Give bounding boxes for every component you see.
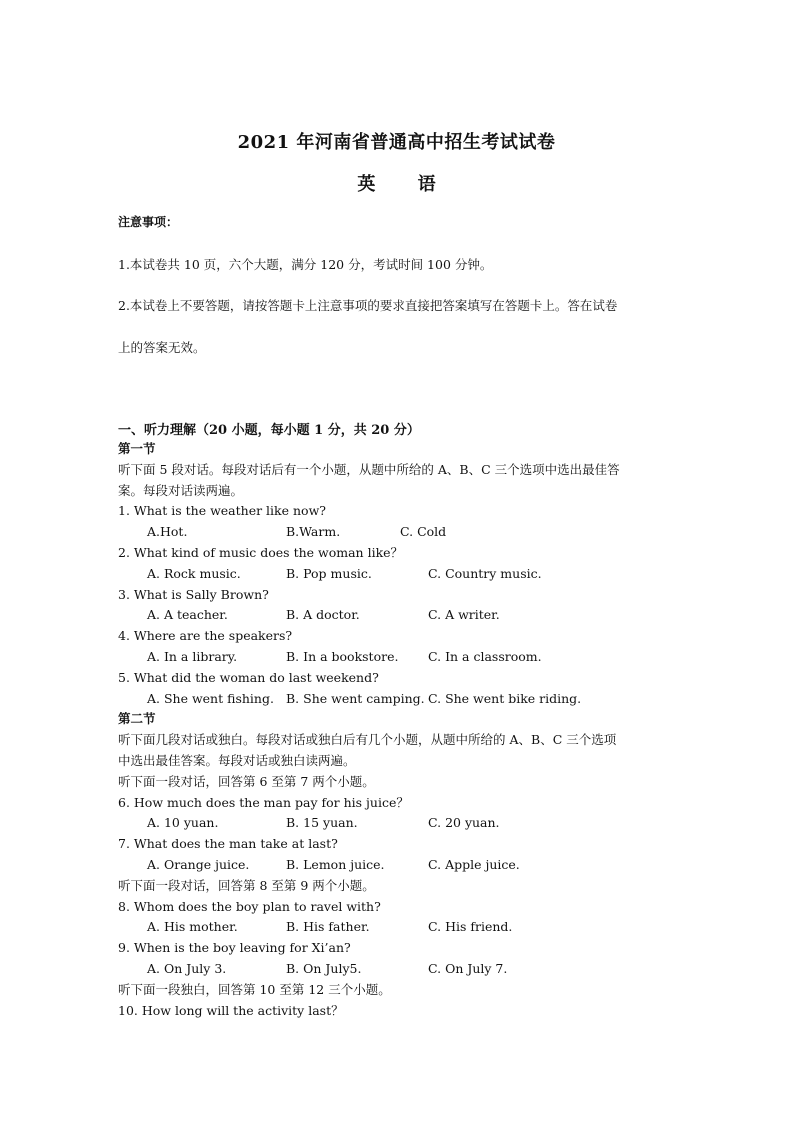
question-5-options xyxy=(118,689,688,710)
notice-item-2-cont: 上的答案无效。 xyxy=(118,340,206,355)
question-8-options xyxy=(118,917,688,938)
option-a: A. On July 3. xyxy=(147,960,227,976)
option-a: A. She went fishing. xyxy=(147,690,274,706)
group-1-instruction: 听下面一段对话，回答第 6 至第 7 两个小题。 xyxy=(118,773,375,789)
question-3-stem: 3. What is Sally Brown? xyxy=(118,586,269,602)
listening-section xyxy=(118,439,688,1021)
group-2-instruction: 听下面一段对话，回答第 8 至第 9 两个小题。 xyxy=(118,877,375,893)
part-2-heading: 第二节 xyxy=(118,711,156,727)
option-b: B. In a bookstore. xyxy=(286,648,399,664)
option-b: B. His father. xyxy=(286,919,370,935)
section-1-title: 一、听力理解（20 小题，每小题 1 分，共 20 分） xyxy=(118,423,420,438)
option-c: C. She went bike riding. xyxy=(428,690,582,706)
option-a: A. Orange juice. xyxy=(147,856,250,872)
exam-title: 2021 年河南省普通高中招生考试试卷 xyxy=(237,132,556,153)
option-a: A. 10 yuan. xyxy=(147,815,219,831)
question-7-stem: 7. What does the man take at last? xyxy=(118,836,338,852)
option-c: C. Country music. xyxy=(428,565,542,581)
option-b: B. On July5. xyxy=(286,960,362,976)
question-7-options xyxy=(118,855,688,876)
option-c: C. Apple juice. xyxy=(428,856,520,872)
part-1-instructions-cont: 案。每段对话读两遍。 xyxy=(118,482,244,498)
notice-heading: 注意事项： xyxy=(118,215,179,229)
option-a: A. Rock music. xyxy=(147,565,241,581)
part-2-instructions-cont: 中选出最佳答案。每段对话或独白读两遍。 xyxy=(118,752,356,768)
question-6-stem: 6. How much does the man pay for his juice？ xyxy=(118,794,409,810)
option-b: B. 15 yuan. xyxy=(286,815,358,831)
part-1-heading: 第一节 xyxy=(118,441,156,456)
option-c: C. On July 7. xyxy=(428,960,508,976)
question-9-stem: 9. When is the boy leaving for Xi’an? xyxy=(118,940,351,956)
option-b: B. A doctor. xyxy=(286,607,360,623)
option-c: C. His friend. xyxy=(428,919,513,935)
option-c: C. A writer. xyxy=(428,607,500,623)
part-2-instructions: 听下面几段对话或独白。每段对话或独白后有几个小题，从题中所给的 A、B、C 三个选项 xyxy=(118,732,617,748)
question-2-stem: 2. What kind of music does the woman like？ xyxy=(118,544,404,560)
option-b: B. Pop music. xyxy=(286,565,372,581)
option-a: A. His mother. xyxy=(147,919,238,935)
option-a: A. In a library. xyxy=(147,648,238,664)
question-4-stem: 4. Where are the speakers? xyxy=(118,628,293,644)
question-9-options xyxy=(118,959,688,980)
option-b: B. Lemon juice. xyxy=(286,856,385,872)
question-10-stem: 10. How long will the activity last？ xyxy=(118,1002,344,1018)
option-b: B. She went camping. xyxy=(286,690,425,706)
question-2-options xyxy=(118,564,688,585)
option-a: A.Hot. xyxy=(147,524,188,540)
option-c: C. 20 yuan. xyxy=(428,815,500,831)
question-8-stem: 8. Whom does the boy plan to ravel with? xyxy=(118,898,381,914)
question-6-options xyxy=(118,813,688,834)
group-3-instruction: 听下面一段独白，回答第 10 至第 12 三个小题。 xyxy=(118,981,391,997)
option-c: C. In a classroom. xyxy=(428,648,542,664)
part-1-instructions: 听下面 5 段对话。每段对话后有一个小题，从题中所给的 A、B、C 三个选项中选出最佳答 xyxy=(118,461,620,477)
question-1-options xyxy=(118,522,688,543)
notice-item-1: 1.本试卷共 10 页，六个大题，满分 120 分，考试时间 100 分钟。 xyxy=(118,257,493,272)
notice-item-2: 2.本试卷上不要答题，请按答题卡上注意事项的要求直接把答案填写在答题卡上。答在试卷 xyxy=(118,298,618,313)
question-1-stem: 1. What is the weather like now? xyxy=(118,503,326,519)
option-c: C. Cold xyxy=(400,524,447,540)
option-b: B.Warm. xyxy=(286,524,341,540)
option-a: A. A teacher. xyxy=(147,607,228,623)
question-4-options xyxy=(118,647,688,668)
question-5-stem: 5. What did the woman do last weekend? xyxy=(118,669,379,685)
question-3-options xyxy=(118,605,688,626)
subject-title: 英 语 xyxy=(357,174,454,195)
